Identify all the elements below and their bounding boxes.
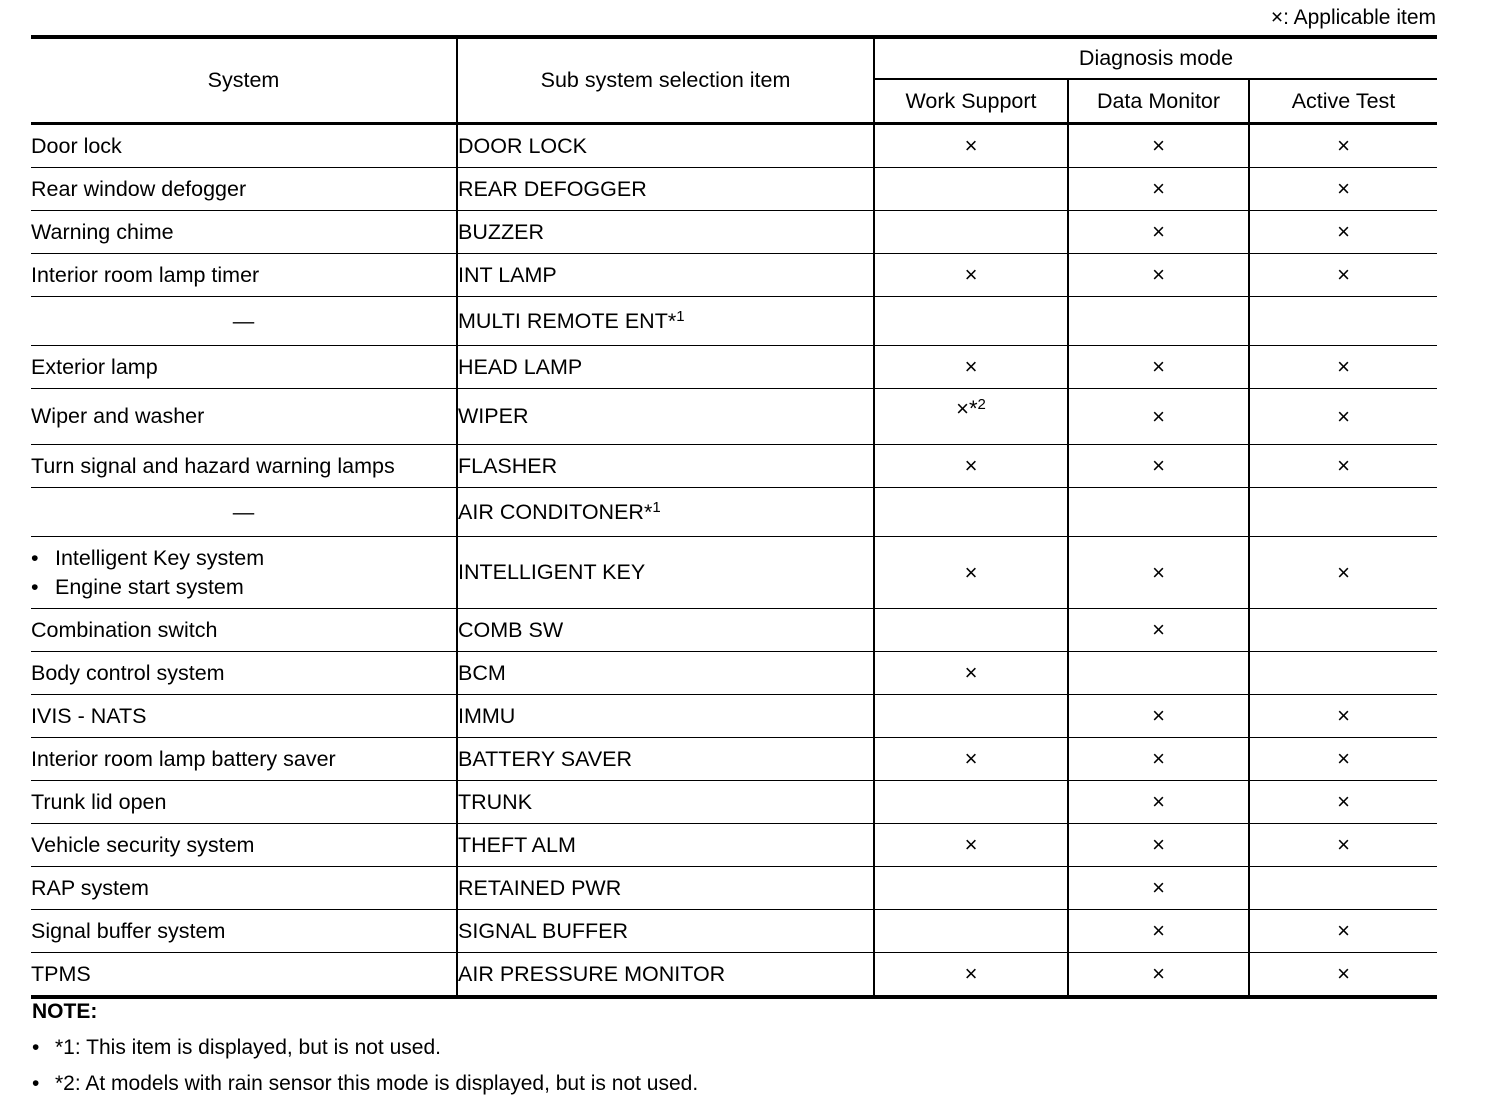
header-system: System bbox=[31, 37, 457, 124]
subsystem-label: WIPER bbox=[458, 404, 529, 428]
data-monitor-cell bbox=[1068, 910, 1249, 953]
data-monitor-cell bbox=[1068, 537, 1249, 609]
system-cell: TPMS bbox=[31, 953, 457, 998]
applicable-mark: × bbox=[1337, 133, 1350, 158]
subsystem-label: AIR PRESSURE MONITOR bbox=[458, 961, 726, 986]
system-list-item: • Intelligent Key system bbox=[31, 544, 456, 573]
system-cell: Combination switch bbox=[31, 609, 457, 652]
applicable-mark: × bbox=[1152, 354, 1165, 379]
applicable-mark: × bbox=[1152, 176, 1165, 201]
data-monitor-cell bbox=[1068, 695, 1249, 738]
data-monitor-cell bbox=[1068, 254, 1249, 297]
table-row bbox=[31, 953, 1437, 998]
table-row bbox=[31, 254, 1437, 297]
data-monitor-cell bbox=[1068, 297, 1249, 346]
subsystem-cell bbox=[457, 695, 874, 738]
subsystem-cell bbox=[457, 297, 874, 346]
work-support-cell bbox=[874, 297, 1068, 346]
system-cell: Door lock bbox=[31, 124, 457, 168]
applicable-mark: × bbox=[964, 262, 978, 287]
active-test-cell bbox=[1249, 953, 1437, 998]
applicable-mark: × bbox=[1337, 559, 1350, 585]
table-row bbox=[31, 537, 1437, 609]
active-test-cell bbox=[1249, 781, 1437, 824]
applicable-mark: × bbox=[1337, 746, 1350, 771]
data-monitor-cell bbox=[1068, 953, 1249, 998]
legend: ×: Applicable item bbox=[1270, 6, 1436, 29]
system-cell: Body control system bbox=[31, 652, 457, 695]
table-row bbox=[31, 695, 1437, 738]
active-test-cell bbox=[1249, 867, 1437, 910]
footnote-ref: 1 bbox=[652, 498, 661, 516]
applicable-mark: × bbox=[1337, 219, 1350, 244]
work-support-cell bbox=[874, 781, 1068, 824]
active-test-cell bbox=[1249, 652, 1437, 695]
system-cell bbox=[31, 537, 457, 609]
subsystem-cell bbox=[457, 867, 874, 910]
subsystem-cell bbox=[457, 609, 874, 652]
data-monitor-cell bbox=[1068, 168, 1249, 211]
active-test-cell bbox=[1249, 124, 1437, 168]
table-row bbox=[31, 910, 1437, 953]
system-list-item: • Engine start system bbox=[31, 573, 456, 602]
active-test-cell bbox=[1249, 389, 1437, 445]
applicable-mark: × bbox=[1152, 262, 1165, 287]
notes-title: NOTE: bbox=[32, 1000, 98, 1023]
work-support-cell bbox=[874, 738, 1068, 781]
active-test-cell bbox=[1249, 537, 1437, 609]
table-row bbox=[31, 124, 1437, 168]
applicable-mark: × bbox=[1152, 703, 1165, 728]
system-cell: Exterior lamp bbox=[31, 346, 457, 389]
work-support-cell bbox=[874, 609, 1068, 652]
notes bbox=[32, 1000, 698, 1108]
table-row bbox=[31, 346, 1437, 389]
active-test-cell bbox=[1249, 297, 1437, 346]
header-subsystem: Sub system selection item bbox=[457, 37, 874, 124]
applicable-mark: × bbox=[964, 961, 978, 986]
work-support-cell bbox=[874, 824, 1068, 867]
subsystem-cell bbox=[457, 211, 874, 254]
system-cell: Rear window defogger bbox=[31, 168, 457, 211]
work-support-cell bbox=[874, 910, 1068, 953]
applicable-mark: × bbox=[964, 453, 978, 478]
system-cell: Vehicle security system bbox=[31, 824, 457, 867]
applicable-mark: × bbox=[1337, 403, 1350, 429]
applicable-mark: × bbox=[1337, 703, 1350, 728]
header-data-monitor: Data Monitor bbox=[1068, 79, 1249, 124]
subsystem-cell bbox=[457, 652, 874, 695]
work-support-cell bbox=[874, 652, 1068, 695]
system-cell: Wiper and washer bbox=[31, 389, 457, 445]
subsystem-cell bbox=[457, 824, 874, 867]
active-test-cell bbox=[1249, 609, 1437, 652]
applicable-mark: ×* bbox=[956, 396, 978, 421]
system-cell: Turn signal and hazard warning lamps bbox=[31, 445, 457, 488]
subsystem-label: AIR CONDITONER* bbox=[458, 499, 653, 524]
work-support-cell bbox=[874, 867, 1068, 910]
subsystem-label: MULTI REMOTE ENT* bbox=[458, 308, 677, 333]
active-test-cell bbox=[1249, 211, 1437, 254]
subsystem-cell bbox=[457, 254, 874, 297]
subsystem-label: DOOR LOCK bbox=[458, 133, 588, 158]
subsystem-label: INTELLIGENT KEY bbox=[458, 560, 646, 584]
diagnosis-table bbox=[31, 35, 1437, 999]
active-test-cell bbox=[1249, 824, 1437, 867]
applicable-mark: × bbox=[1337, 176, 1350, 201]
subsystem-label: BUZZER bbox=[458, 219, 544, 244]
system-cell: Signal buffer system bbox=[31, 910, 457, 953]
subsystem-label: INT LAMP bbox=[458, 262, 557, 287]
work-support-cell bbox=[874, 695, 1068, 738]
data-monitor-cell bbox=[1068, 824, 1249, 867]
applicable-mark: × bbox=[964, 133, 978, 158]
subsystem-label: RETAINED PWR bbox=[458, 875, 622, 900]
applicable-mark: × bbox=[1152, 875, 1165, 900]
header-work-support: Work Support bbox=[874, 79, 1068, 124]
subsystem-cell bbox=[457, 738, 874, 781]
system-cell: Trunk lid open bbox=[31, 781, 457, 824]
work-support-cell bbox=[874, 254, 1068, 297]
work-support-cell bbox=[874, 445, 1068, 488]
work-support-cell bbox=[874, 124, 1068, 168]
applicable-mark: × bbox=[1152, 453, 1165, 478]
work-support-cell bbox=[874, 488, 1068, 537]
system-cell: RAP system bbox=[31, 867, 457, 910]
subsystem-label: IMMU bbox=[458, 703, 516, 728]
active-test-cell bbox=[1249, 738, 1437, 781]
data-monitor-cell bbox=[1068, 652, 1249, 695]
subsystem-cell bbox=[457, 445, 874, 488]
table-row bbox=[31, 781, 1437, 824]
applicable-mark: × bbox=[964, 832, 978, 857]
subsystem-label: REAR DEFOGGER bbox=[458, 176, 647, 201]
applicable-mark: × bbox=[1337, 789, 1350, 814]
table-row bbox=[31, 652, 1437, 695]
subsystem-cell bbox=[457, 346, 874, 389]
work-support-cell bbox=[874, 346, 1068, 389]
active-test-cell bbox=[1249, 346, 1437, 389]
table-row bbox=[31, 738, 1437, 781]
active-test-cell bbox=[1249, 254, 1437, 297]
work-support-cell bbox=[874, 168, 1068, 211]
applicable-mark: × bbox=[1152, 961, 1165, 986]
applicable-mark: × bbox=[964, 660, 978, 685]
subsystem-label: COMB SW bbox=[458, 617, 564, 642]
table-body bbox=[31, 124, 1437, 998]
subsystem-cell bbox=[457, 910, 874, 953]
table-row bbox=[31, 389, 1437, 445]
table-row bbox=[31, 488, 1437, 537]
applicable-mark: × bbox=[1152, 219, 1165, 244]
applicable-mark: × bbox=[1337, 453, 1350, 478]
table-row bbox=[31, 609, 1437, 652]
applicable-mark: × bbox=[964, 559, 978, 585]
applicable-mark: × bbox=[964, 746, 978, 771]
applicable-mark: × bbox=[1337, 354, 1350, 379]
subsystem-label: THEFT ALM bbox=[458, 832, 576, 857]
data-monitor-cell bbox=[1068, 781, 1249, 824]
data-monitor-cell bbox=[1068, 445, 1249, 488]
work-support-cell bbox=[874, 537, 1068, 609]
note-item: • *1: This item is displayed, but is not used. bbox=[32, 1036, 698, 1060]
applicable-mark: × bbox=[1152, 133, 1165, 158]
applicable-mark: × bbox=[1337, 262, 1350, 287]
applicable-mark: × bbox=[964, 354, 978, 379]
subsystem-label: BATTERY SAVER bbox=[458, 746, 633, 771]
subsystem-cell bbox=[457, 389, 874, 445]
system-cell: Interior room lamp battery saver bbox=[31, 738, 457, 781]
active-test-cell bbox=[1249, 910, 1437, 953]
active-test-cell bbox=[1249, 445, 1437, 488]
data-monitor-cell bbox=[1068, 609, 1249, 652]
subsystem-cell bbox=[457, 124, 874, 168]
applicable-mark: × bbox=[1152, 832, 1165, 857]
subsystem-cell bbox=[457, 488, 874, 537]
applicable-mark: × bbox=[1152, 617, 1165, 642]
data-monitor-cell bbox=[1068, 738, 1249, 781]
table-row bbox=[31, 824, 1437, 867]
applicable-mark: × bbox=[1337, 832, 1350, 857]
data-monitor-cell bbox=[1068, 124, 1249, 168]
system-list bbox=[31, 544, 456, 602]
work-support-cell bbox=[874, 953, 1068, 998]
applicable-mark: × bbox=[1337, 918, 1350, 943]
subsystem-cell bbox=[457, 781, 874, 824]
data-monitor-cell bbox=[1068, 346, 1249, 389]
work-support-cell bbox=[874, 389, 1068, 445]
table-row bbox=[31, 445, 1437, 488]
subsystem-label: HEAD LAMP bbox=[458, 354, 583, 379]
header-active-test: Active Test bbox=[1249, 79, 1437, 124]
footnote-ref: 1 bbox=[676, 307, 685, 325]
applicable-mark: × bbox=[1152, 918, 1165, 943]
applicable-mark: × bbox=[1152, 789, 1165, 814]
data-monitor-cell bbox=[1068, 488, 1249, 537]
table-row bbox=[31, 211, 1437, 254]
subsystem-label: FLASHER bbox=[458, 453, 558, 478]
system-cell: Interior room lamp timer bbox=[31, 254, 457, 297]
system-cell: — bbox=[31, 488, 457, 537]
active-test-cell bbox=[1249, 168, 1437, 211]
applicable-mark: × bbox=[1152, 403, 1165, 429]
subsystem-label: SIGNAL BUFFER bbox=[458, 918, 629, 943]
header-diagnosis-mode: Diagnosis mode bbox=[874, 37, 1437, 79]
applicable-mark: × bbox=[1152, 559, 1165, 585]
table-row bbox=[31, 168, 1437, 211]
data-monitor-cell bbox=[1068, 389, 1249, 445]
active-test-cell bbox=[1249, 695, 1437, 738]
subsystem-cell bbox=[457, 537, 874, 609]
subsystem-cell bbox=[457, 953, 874, 998]
table-row bbox=[31, 867, 1437, 910]
applicable-mark: × bbox=[1152, 746, 1165, 771]
table-row bbox=[31, 297, 1437, 346]
applicable-mark: × bbox=[1337, 961, 1350, 986]
subsystem-cell bbox=[457, 168, 874, 211]
system-cell: IVIS - NATS bbox=[31, 695, 457, 738]
data-monitor-cell bbox=[1068, 211, 1249, 254]
subsystem-label: TRUNK bbox=[458, 789, 533, 814]
note-item: • *2: At models with rain sensor this mode is displayed, but is not used. bbox=[32, 1072, 698, 1096]
active-test-cell bbox=[1249, 488, 1437, 537]
subsystem-label: BCM bbox=[458, 660, 506, 685]
system-cell: — bbox=[31, 297, 457, 346]
system-cell: Warning chime bbox=[31, 211, 457, 254]
footnote-ref: 2 bbox=[977, 396, 986, 413]
work-support-cell bbox=[874, 211, 1068, 254]
data-monitor-cell bbox=[1068, 867, 1249, 910]
